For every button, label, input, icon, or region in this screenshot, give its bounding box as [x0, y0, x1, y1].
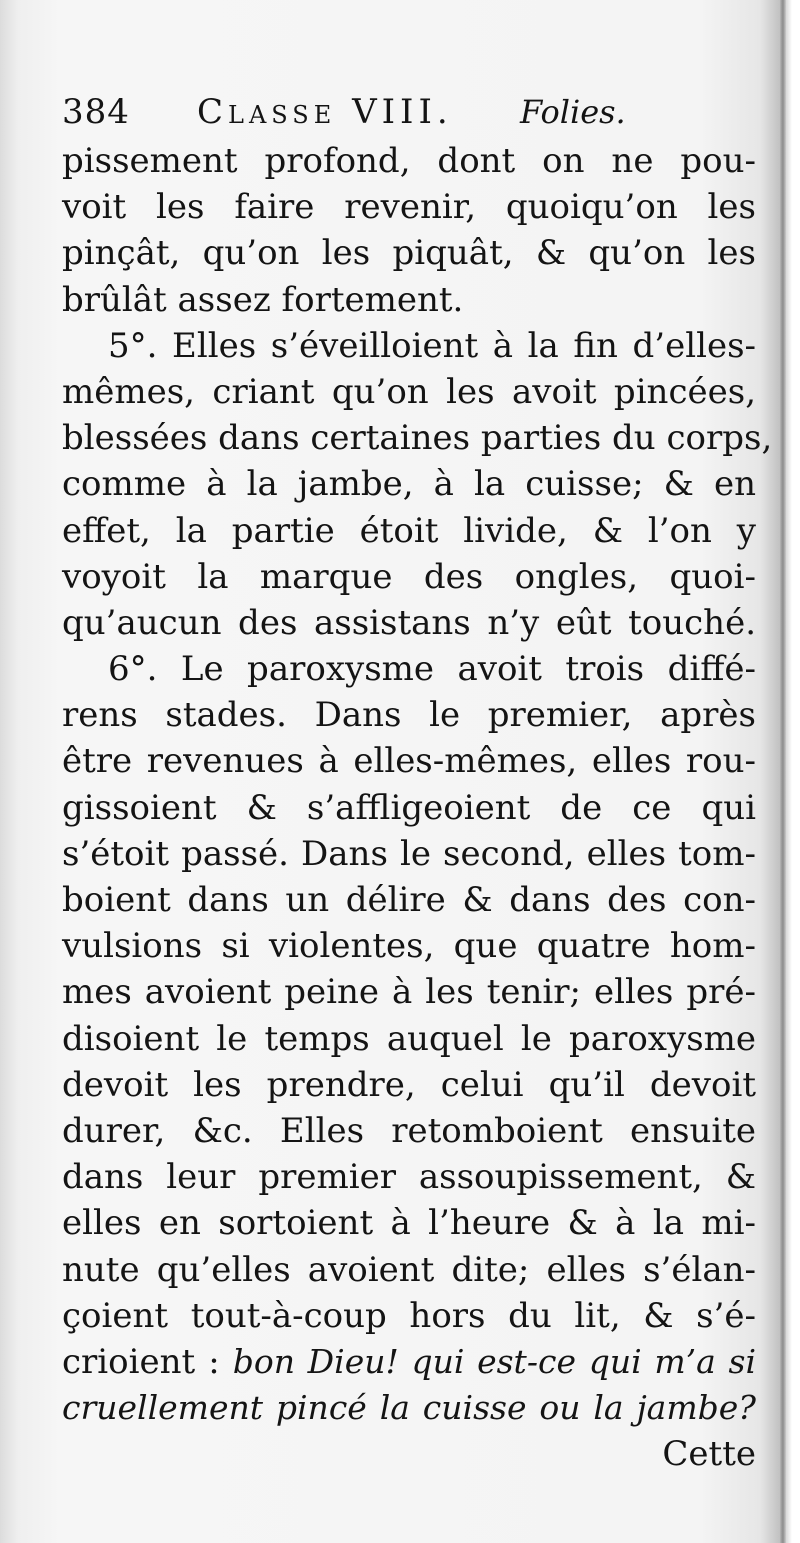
page-gutter-shadow — [780, 0, 786, 1543]
text-line: mes avoient peine à les tenir; elles pré- — [62, 972, 756, 1013]
text-line: çoient tout-à-coup hors du lit, & s’é- — [62, 1295, 756, 1336]
text-line: mêmes, criant qu’on les avoit pincées, — [62, 371, 756, 412]
text-line: elles en sortoient à l’heure & à la mi- — [62, 1203, 756, 1244]
text-line: 6°. Le paroxysme avoit trois diffé- — [108, 649, 756, 690]
catchword: Cette — [662, 1434, 756, 1475]
running-head: Classe VIII. — [197, 92, 453, 132]
text-line: être revenues à elles-mêmes, elles rou- — [62, 741, 756, 782]
text-line: s’étoit passé. Dans le second, elles tom- — [62, 833, 756, 874]
text-line: vulsions si violentes, que quatre hom- — [62, 926, 756, 967]
text-line: blessées dans certaines parties du corps, — [62, 418, 773, 459]
text-line: gissoient & s’affligeoient de ce qui — [62, 787, 756, 828]
text-line: pissement profond, dont on ne pou- — [62, 141, 756, 181]
text-line: disoient le temps auquel le paroxysme — [62, 1018, 756, 1059]
text-line: rens stades. Dans le premier, après — [62, 695, 756, 736]
page-header — [62, 86, 756, 138]
text-line — [62, 1385, 756, 1431]
text-italic: bon Dieu! qui est-ce qui m’a si — [232, 1341, 757, 1381]
text-italic: cruellement pincé la cuisse ou la jambe? — [62, 1388, 756, 1428]
text-line: voit les faire revenir, quoiqu’on les — [62, 187, 756, 228]
text-line: brûlât assez fortement. — [62, 279, 464, 320]
text-roman: crioient : — [62, 1341, 233, 1382]
text-line: 5°. Elles s’éveilloient à la fin d’elles- — [108, 325, 756, 366]
text-line: boient dans un délire & dans des con- — [62, 880, 756, 920]
text-line: effet, la partie étoit livide, & l’on y — [62, 510, 756, 551]
text-line: comme à la jambe, à la cuisse; & en — [62, 464, 756, 505]
text-line: dans leur premier assoupissement, & — [62, 1157, 756, 1198]
text-line — [62, 1339, 756, 1385]
text-line: qu’aucun des assistans n’y eût touché. — [62, 602, 756, 643]
text-block — [62, 86, 773, 1477]
text-line: devoit les prendre, celui qu’il devoit — [62, 1064, 756, 1105]
text-line: pinçât, qu’on les piquât, & qu’on les — [62, 233, 756, 274]
text-line: durer, &c. Elles retomboient ensuite — [62, 1110, 756, 1151]
text-line: voyoit la marque des ongles, quoi- — [62, 556, 756, 597]
text-line: nute qu’elles avoient dite; elles s’élan- — [62, 1249, 756, 1290]
page-number: 384 — [62, 92, 130, 132]
running-head-italic: Folies. — [520, 93, 626, 131]
